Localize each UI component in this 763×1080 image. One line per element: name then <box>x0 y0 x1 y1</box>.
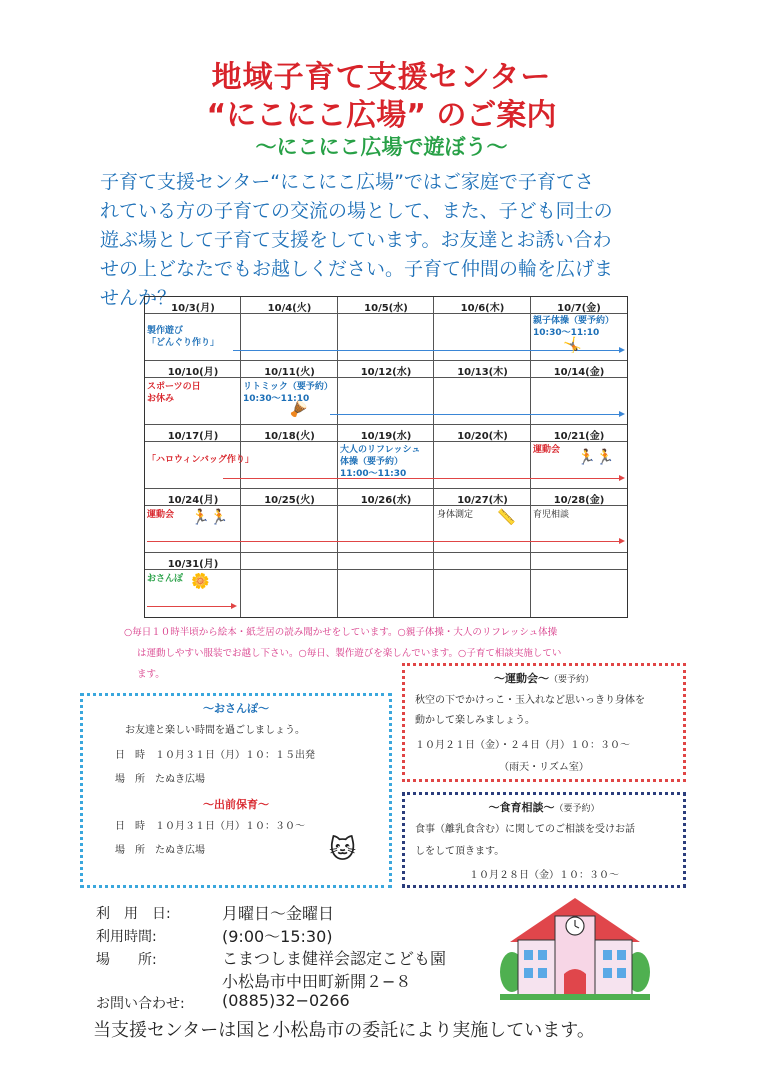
notice-line: は運動しやすい服装でお越し下さい。○毎日、製作遊びを楽しんでいます。○子育て相談実施してい <box>137 648 562 659</box>
undokai-desc: 秋空の下でかけっこ・玉入れなど思いっきり身体を <box>415 695 645 706</box>
event-arrow <box>330 414 623 415</box>
osanpo-datetime: 日 時 １０月３１日（月）１０：１５出発 <box>115 750 315 761</box>
day-header: 10/17(月) <box>167 431 219 442</box>
day-header: 10/21(金) <box>553 431 605 442</box>
osanpo-place: 場 所 たぬき広場 <box>115 774 205 785</box>
days-label: 利 用 日: <box>96 906 171 922</box>
days-value: 月曜日〜金曜日 <box>222 904 335 923</box>
hours-label: 利用時間: <box>96 929 157 945</box>
shokuiku-title <box>405 799 683 815</box>
day-header: 10/20(木) <box>457 431 508 442</box>
day-header: 10/4(火) <box>267 303 312 314</box>
shokuiku-title-text: 〜食育相談〜 <box>488 801 555 814</box>
demae-place: 場 所 たぬき広場 <box>115 845 205 856</box>
height-measure-icon: 📏 <box>497 508 516 526</box>
notice-line: ます。 <box>137 669 165 680</box>
day-header: 10/7(金) <box>557 303 601 314</box>
undokai-title-text: 〜運動会〜 <box>493 672 549 685</box>
day-header: 10/26(水) <box>360 495 412 506</box>
calendar-cell <box>338 553 434 617</box>
page-title: 地域子育て支援センター <box>211 60 552 95</box>
event-label: 10:30〜11:10 <box>533 328 600 338</box>
notice-line: ○毎日１０時半頃から絵本・紙芝居の読み聞かせをしています。○親子体操・大人のリフレッシュ体操 <box>124 627 558 638</box>
day-header: 10/28(金) <box>553 495 605 506</box>
undokai-rain: （雨天・リズム室） <box>499 762 589 773</box>
place-label: 場 所: <box>96 952 157 968</box>
undokai-reservation-note: （要予約） <box>548 675 594 685</box>
undokai-box <box>402 663 686 782</box>
event-label: 大人のリフレッシュ <box>340 445 421 455</box>
music-instrument-icon: 🪘 <box>289 400 308 418</box>
event-label: 親子体操（要予約） <box>533 316 615 326</box>
day-header: 10/10(月) <box>167 367 219 378</box>
intro-line: 遊ぶ場として子育て支援をしています。お友達とお誘い合わ <box>100 229 612 251</box>
osanpo-title: 〜おさんぽ〜 <box>203 702 269 715</box>
event-arrow <box>223 478 623 479</box>
day-header: 10/18(火) <box>264 431 315 442</box>
event-label: 運動会 <box>533 445 561 455</box>
undokai-title <box>405 670 683 686</box>
page-subtitle: 〜にこにこ広場で遊ぼう〜 <box>255 135 508 159</box>
osanpo-desc: お友達と楽しい時間を過ごしましょう。 <box>125 725 305 736</box>
contact-label: お問い合わせ: <box>96 996 185 1012</box>
calendar-cell <box>531 553 627 617</box>
event-label: 10:30〜11:10 <box>243 394 310 404</box>
event-label: おさんぽ <box>147 574 184 584</box>
event-calendar <box>144 296 628 618</box>
day-header: 10/19(水) <box>360 431 412 442</box>
shokuiku-desc: 食事（離乳食含む）に関してのご相談を受けお話 <box>415 824 635 835</box>
event-label: 育児相談 <box>533 510 570 520</box>
event-label: 運動会 <box>147 510 175 520</box>
kindergarten-building-icon <box>500 892 650 1000</box>
osanpo-box <box>80 693 392 888</box>
sports-day-illustration-icon: 🏃🏃 <box>191 508 229 526</box>
event-label: お休み <box>147 394 175 404</box>
shokuiku-box <box>402 792 686 888</box>
intro-text <box>100 168 690 313</box>
event-arrow <box>147 606 235 607</box>
undokai-datetime: １０月２１日（金）・２４日（月）１０：３０〜 <box>415 740 630 751</box>
day-header: 10/5(水) <box>364 303 408 314</box>
page-title-line2: “にこにこ広場” のご案内 <box>206 98 557 133</box>
footer-text: 当支援センターは国と小松島市の委託により実施しています。 <box>93 1020 595 1041</box>
intro-line: 子育て支援センター“にこにこ広場”ではご家庭で子育てさ <box>100 171 594 193</box>
event-label: リトミック（要予約） <box>243 382 333 392</box>
exercise-illustration-icon: 🤸 <box>563 336 582 354</box>
hours-value: (9:00〜15:30) <box>222 927 333 946</box>
undokai-desc: 動かして楽しみましょう。 <box>415 715 535 726</box>
contact-value: (0885)32−0266 <box>222 991 350 1010</box>
day-header: 10/3(月) <box>171 303 215 314</box>
intro-line: せの上どなたでもお越しください。子育て仲間の輪を広げま <box>100 258 614 280</box>
intro-line: せんか？ <box>100 287 177 309</box>
event-label: 「どんぐり作り」 <box>147 338 220 348</box>
day-header: 10/12(水) <box>360 367 412 378</box>
calendar-cell <box>434 553 531 617</box>
day-header: 10/25(火) <box>264 495 315 506</box>
event-label: 身体測定 <box>437 510 474 520</box>
event-label: 11:00〜11:30 <box>340 469 407 479</box>
event-label: 「ハロウィンバッグ作り」 <box>147 455 254 465</box>
shokuiku-datetime: １０月２８日（金）１０：３０〜 <box>469 870 619 881</box>
day-header: 10/24(月) <box>167 495 219 506</box>
event-label: 製作遊び <box>147 326 184 336</box>
walking-kids-illustration-icon: 🌼 <box>191 572 210 590</box>
shokuiku-reservation-note: （要予約） <box>554 804 600 814</box>
day-header: 10/6(木) <box>460 303 505 314</box>
event-arrow <box>147 541 623 542</box>
sports-day-illustration-icon: 🏃🏃 <box>577 448 615 466</box>
place-value: こまつしま健祥会認定こども園 <box>222 949 447 968</box>
demae-title: 〜出前保育〜 <box>203 798 269 811</box>
day-header: 10/13(木) <box>457 367 508 378</box>
mascot-characters-icon: 🐱 <box>329 835 357 865</box>
address-value: 小松島市中田町新開２−８ <box>222 972 412 991</box>
day-header: 10/11(火) <box>264 367 315 378</box>
intro-line: れている方の子育ての交流の場として、また、子ども同士の <box>100 200 613 222</box>
demae-datetime: 日 時 １０月３１日（月）１０：３０〜 <box>115 821 305 832</box>
shokuiku-desc: しをして頂きます。 <box>415 846 505 857</box>
event-label: 体操（要予約） <box>340 457 404 467</box>
day-header: 10/27(木) <box>457 495 508 506</box>
event-label: スポーツの日 <box>147 382 201 392</box>
day-header: 10/14(金) <box>553 367 605 378</box>
calendar-cell <box>241 553 338 617</box>
day-header: 10/31(月) <box>167 559 219 570</box>
